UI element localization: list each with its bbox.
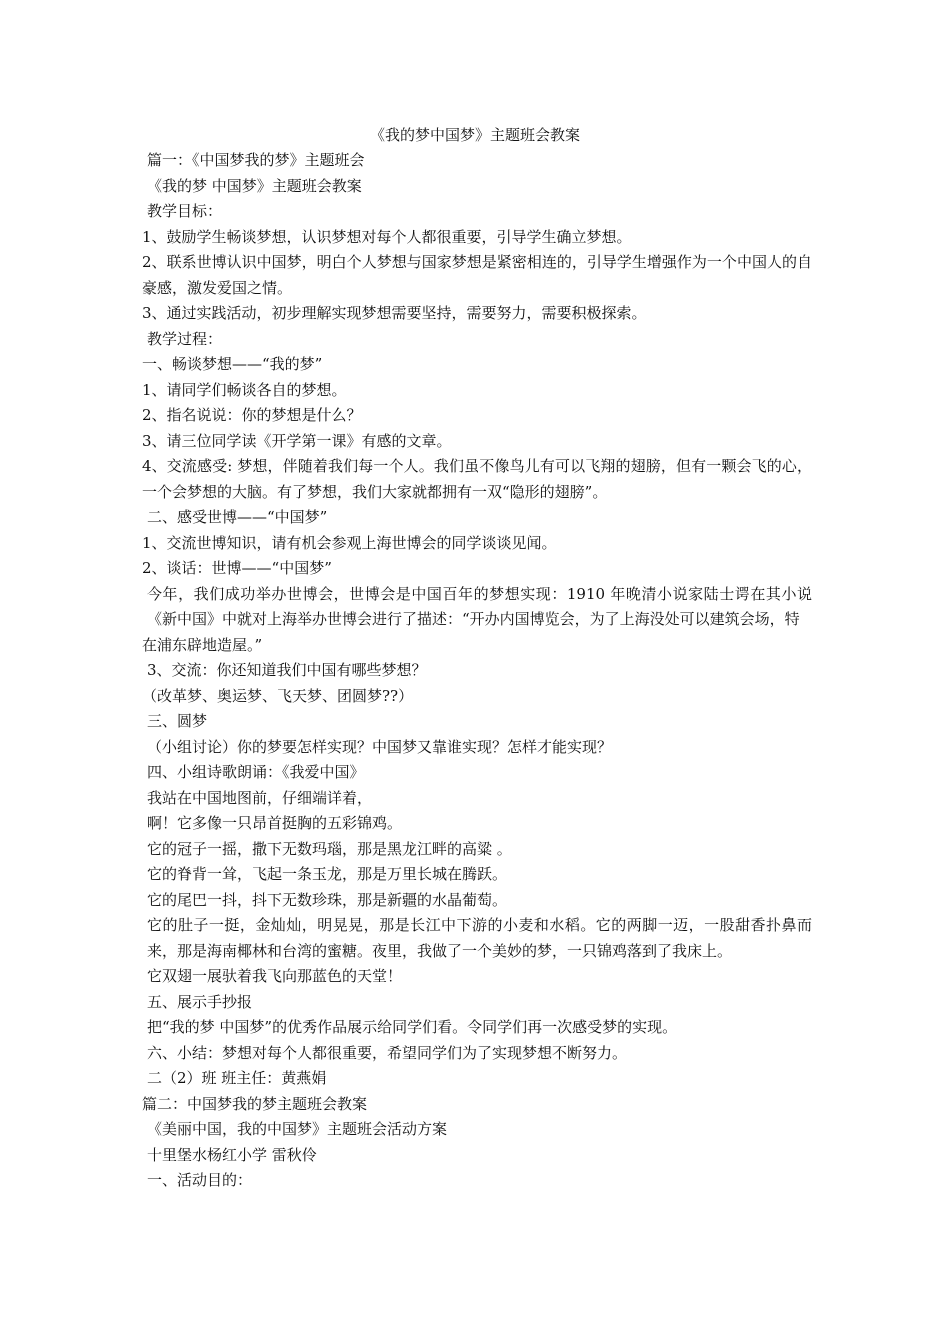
document-paragraph: 它双翅一展驮着我飞向那蓝色的天堂！: [147, 967, 403, 985]
document-paragraph: 2、联系世博认识中国梦，明白个人梦想与国家梦想是紧密相连的，引导学生增强作为一个中国人的自豪感，激发爱国之情。: [142, 253, 812, 297]
document-paragraph: 二、感受世博——“中国梦”: [147, 508, 328, 526]
document-paragraph: （小组讨论）你的梦要怎样实现？中国梦又靠谁实现？怎样才能实现？: [147, 737, 613, 756]
document-paragraph: 《美丽中国，我的中国梦》主题班会活动方案: [147, 1120, 448, 1138]
document-paragraph: 在浦东辟地造屋。”: [142, 635, 263, 654]
document-paragraph: （改革梦、奥运梦、飞天梦、团圆梦??）: [142, 686, 414, 705]
document-paragraph: 教学过程：: [147, 329, 223, 348]
document-paragraph: 六、小结：梦想对每个人都很重要，希望同学们为了实现梦想不断努力。: [147, 1043, 628, 1062]
document-body: [142, 148, 812, 1194]
document-paragraph: 今年，我们成功举办世博会，世博会是中国百年的梦想实现：1910 年晚清小说家陆士谔在其小说《新中国》中就对上海举办世博会进行了描述：“开办内国博览会，为了上海没处可以建筑会场，特: [147, 584, 812, 628]
document-paragraph: 1、鼓励学生畅谈梦想，认识梦想对每个人都很重要，引导学生确立梦想。: [142, 227, 632, 246]
document-paragraph: 一、畅谈梦想——“我的梦”: [142, 355, 323, 373]
document-paragraph: 篇一：《中国梦我的梦》主题班会: [147, 151, 365, 169]
document-paragraph: 二（2）班 班主任：黄燕娟: [147, 1069, 327, 1087]
document-paragraph: 《我的梦 中国梦》主题班会教案: [147, 176, 362, 195]
document-paragraph: 它的脊背一耸，飞起一条玉龙，那是万里长城在腾跃。: [147, 865, 508, 883]
document-paragraph: 啊！它多像一只昂首挺胸的五彩锦鸡。: [147, 814, 403, 832]
document-paragraph: 三、圆梦: [147, 712, 208, 730]
document-paragraph: 1、交流世博知识，请有机会参观上海世博会的同学谈谈见闻。: [142, 533, 557, 552]
document-paragraph: 教学目标：: [147, 202, 223, 220]
document-paragraph: 我站在中国地图前，仔细端详着，: [147, 788, 373, 807]
document-paragraph: 它的尾巴一抖，抖下无数珍珠，那是新疆的水晶葡萄。: [147, 890, 508, 909]
document-paragraph: 1、请同学们畅谈各自的梦想。: [142, 380, 347, 399]
document-paragraph: 五、展示手抄报: [147, 992, 253, 1011]
document-paragraph: 它的冠子一摇，撒下无数玛瑙，那是黑龙江畔的高粱 。: [147, 839, 512, 858]
document-paragraph: 2、指名说说：你的梦想是什么？: [142, 406, 362, 424]
document-paragraph: 3、通过实践活动，初步理解实现梦想需要坚持，需要努力，需要积极探索。: [142, 304, 647, 322]
document-paragraph: 一、活动目的：: [147, 1171, 253, 1189]
document-paragraph: 3、交流：你还知道我们中国有哪些梦想？: [147, 661, 427, 679]
document-paragraph: 3、请三位同学读《开学第一课》有感的文章。: [142, 431, 452, 450]
document-paragraph: 2、谈话：世博——“中国梦”: [142, 559, 332, 577]
document-title: 《我的梦中国梦》主题班会教案: [369, 126, 580, 144]
document-paragraph: 十里堡水杨红小学 雷秋伶: [147, 1145, 317, 1164]
document-paragraph: 四、小组诗歌朗诵：《我爱中国》: [147, 763, 365, 781]
document-paragraph: 把“我的梦 中国梦”的优秀作品展示给同学们看。令同学们再一次感受梦的实现。: [147, 1018, 678, 1036]
document-paragraph: 它的肚子一挺，金灿灿，明晃晃，那是长江中下游的小麦和水稻。它的两脚一迈，一股甜香扑鼻而来，那是海南椰林和台湾的蜜糖。夜里，我做了一个美妙的梦，一只锦鸡落到了我床上。: [147, 916, 812, 960]
document-paragraph: 4、交流感受: 梦想，伴随着我们每一个人。我们虽不像鸟儿有可以飞翔的翅膀，但有一颗会飞的心，一个会梦想的大脑。有了梦想，我们大家就都拥有一双“隐形的翅膀”。: [142, 457, 812, 501]
document-paragraph: 篇二：中国梦我的梦主题班会教案: [142, 1094, 368, 1113]
